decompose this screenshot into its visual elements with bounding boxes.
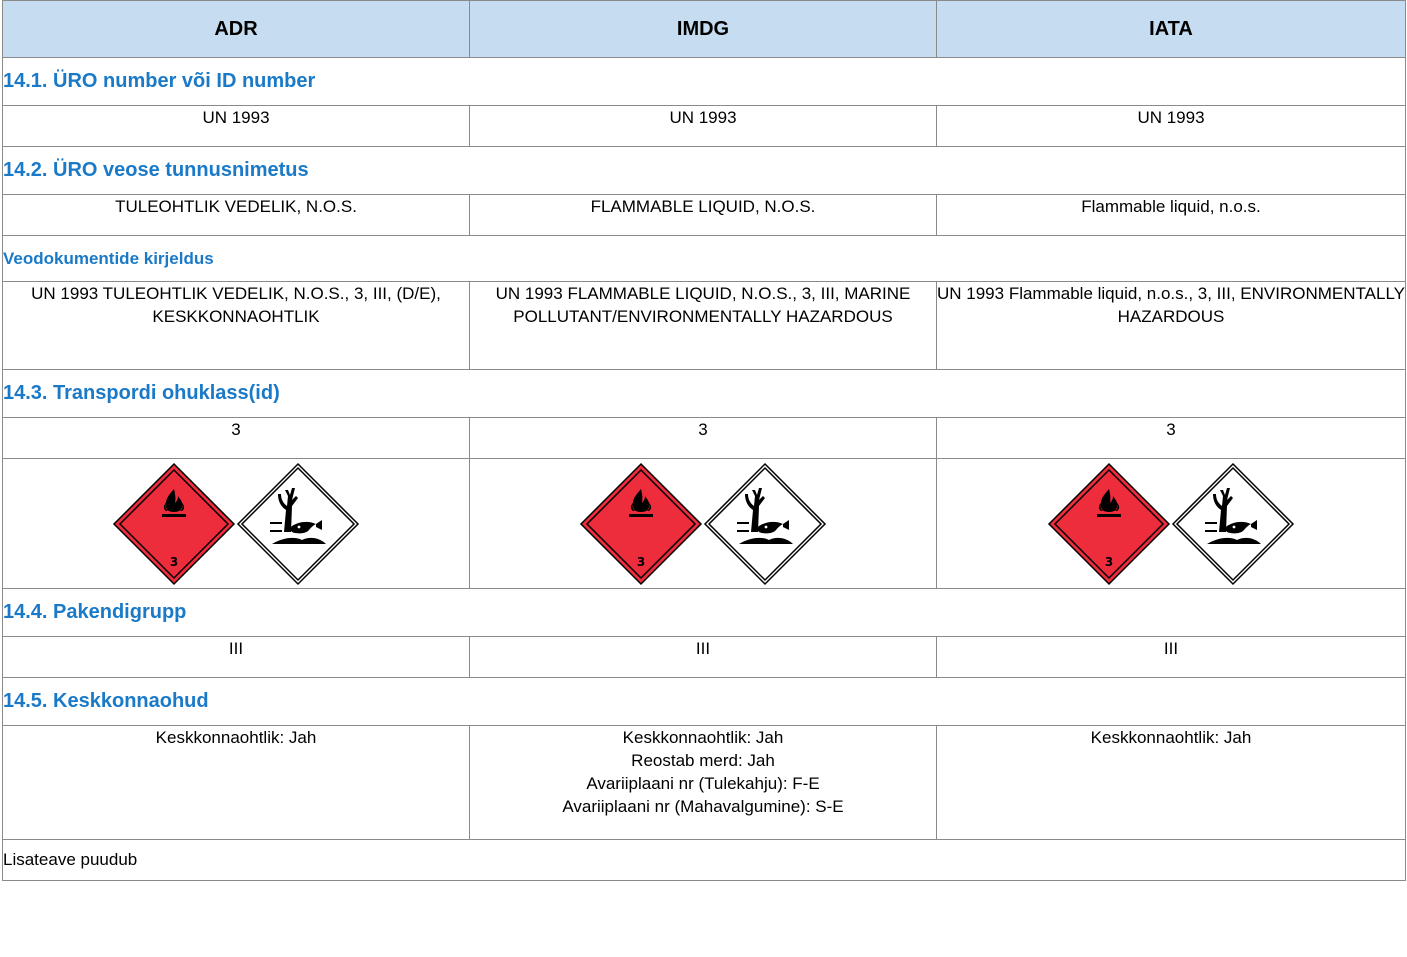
transport-doc-imdg: UN 1993 FLAMMABLE LIQUID, N.O.S., 3, III, MARINE POLLUTANT/ENVIRONMENTALLY HAZARDOUS <box>470 282 937 370</box>
section-heading-packing-group: 14.4. Pakendigrupp <box>3 589 1406 637</box>
flammable-liquid-label-icon <box>1047 462 1171 586</box>
section-heading-shipping-name: 14.2. ÜRO veose tunnusnimetus <box>3 147 1406 195</box>
hazard-labels-iata <box>937 459 1406 589</box>
hazard-labels-imdg <box>470 459 937 589</box>
column-header-imdg: IMDG <box>470 1 937 58</box>
un-number-imdg: UN 1993 <box>470 106 937 147</box>
transport-info-table <box>2 0 1406 881</box>
shipping-name-iata: Flammable liquid, n.o.s. <box>937 195 1406 236</box>
label-class-number: 3 <box>169 554 179 569</box>
environment-adr <box>3 726 470 840</box>
column-header-row <box>3 1 1406 58</box>
flammable-liquid-label-icon <box>579 462 703 586</box>
environment-line: Keskkonnaohtlik: Jah <box>155 728 317 747</box>
hazard-labels-row <box>3 459 1406 589</box>
section-heading-hazard-class: 14.3. Transpordi ohuklass(id) <box>3 370 1406 418</box>
un-number-iata: UN 1993 <box>937 106 1406 147</box>
packing-group-imdg: III <box>470 637 937 678</box>
transport-doc-iata: UN 1993 Flammable liquid, n.o.s., 3, III, ENVIRONMENTALLY HAZARDOUS <box>937 282 1406 370</box>
hazard-class-iata: 3 <box>937 418 1406 459</box>
table-row <box>3 726 1406 840</box>
environment-line: Keskkonnaohtlik: Jah <box>622 728 784 747</box>
column-header-adr: ADR <box>3 1 470 58</box>
shipping-name-adr: TULEOHTLIK VEDELIK, N.O.S. <box>3 195 470 236</box>
table-row <box>3 195 1406 236</box>
ems-spillage-line: Avariiplaani nr (Mahavalgumine): S-E <box>562 797 844 816</box>
label-class-number: 3 <box>1104 554 1114 569</box>
label-class-number: 3 <box>636 554 646 569</box>
transport-doc-adr: UN 1993 TULEOHTLIK VEDELIK, N.O.S., 3, III, (D/E), KESKKONNAOHTLIK <box>3 282 470 370</box>
environment-imdg <box>470 726 937 840</box>
environmental-hazard-label-icon <box>703 462 827 586</box>
table-row <box>3 106 1406 147</box>
hazard-class-adr: 3 <box>3 418 470 459</box>
hazard-labels-adr <box>3 459 470 589</box>
packing-group-iata: III <box>937 637 1406 678</box>
un-number-adr: UN 1993 <box>3 106 470 147</box>
flammable-liquid-label-icon <box>112 462 236 586</box>
environmental-hazard-label-icon <box>236 462 360 586</box>
column-header-iata: IATA <box>937 1 1406 58</box>
table-row <box>3 282 1406 370</box>
environment-iata <box>937 726 1406 840</box>
section-heading-un-number: 14.1. ÜRO number või ID number <box>3 58 1406 106</box>
additional-info-note: Lisateave puudub <box>3 840 1406 881</box>
hazard-class-imdg: 3 <box>470 418 937 459</box>
packing-group-adr: III <box>3 637 470 678</box>
ems-fire-line: Avariiplaani nr (Tulekahju): F-E <box>586 774 820 793</box>
marine-pollutant-line: Reostab merd: Jah <box>631 751 775 770</box>
section-heading-environment: 14.5. Keskkonnaohud <box>3 678 1406 726</box>
table-row <box>3 637 1406 678</box>
environmental-hazard-label-icon <box>1171 462 1295 586</box>
section-heading-transport-doc: Veodokumentide kirjeldus <box>3 236 1406 282</box>
table-row <box>3 418 1406 459</box>
environment-line: Keskkonnaohtlik: Jah <box>1090 728 1252 747</box>
shipping-name-imdg: FLAMMABLE LIQUID, N.O.S. <box>470 195 937 236</box>
